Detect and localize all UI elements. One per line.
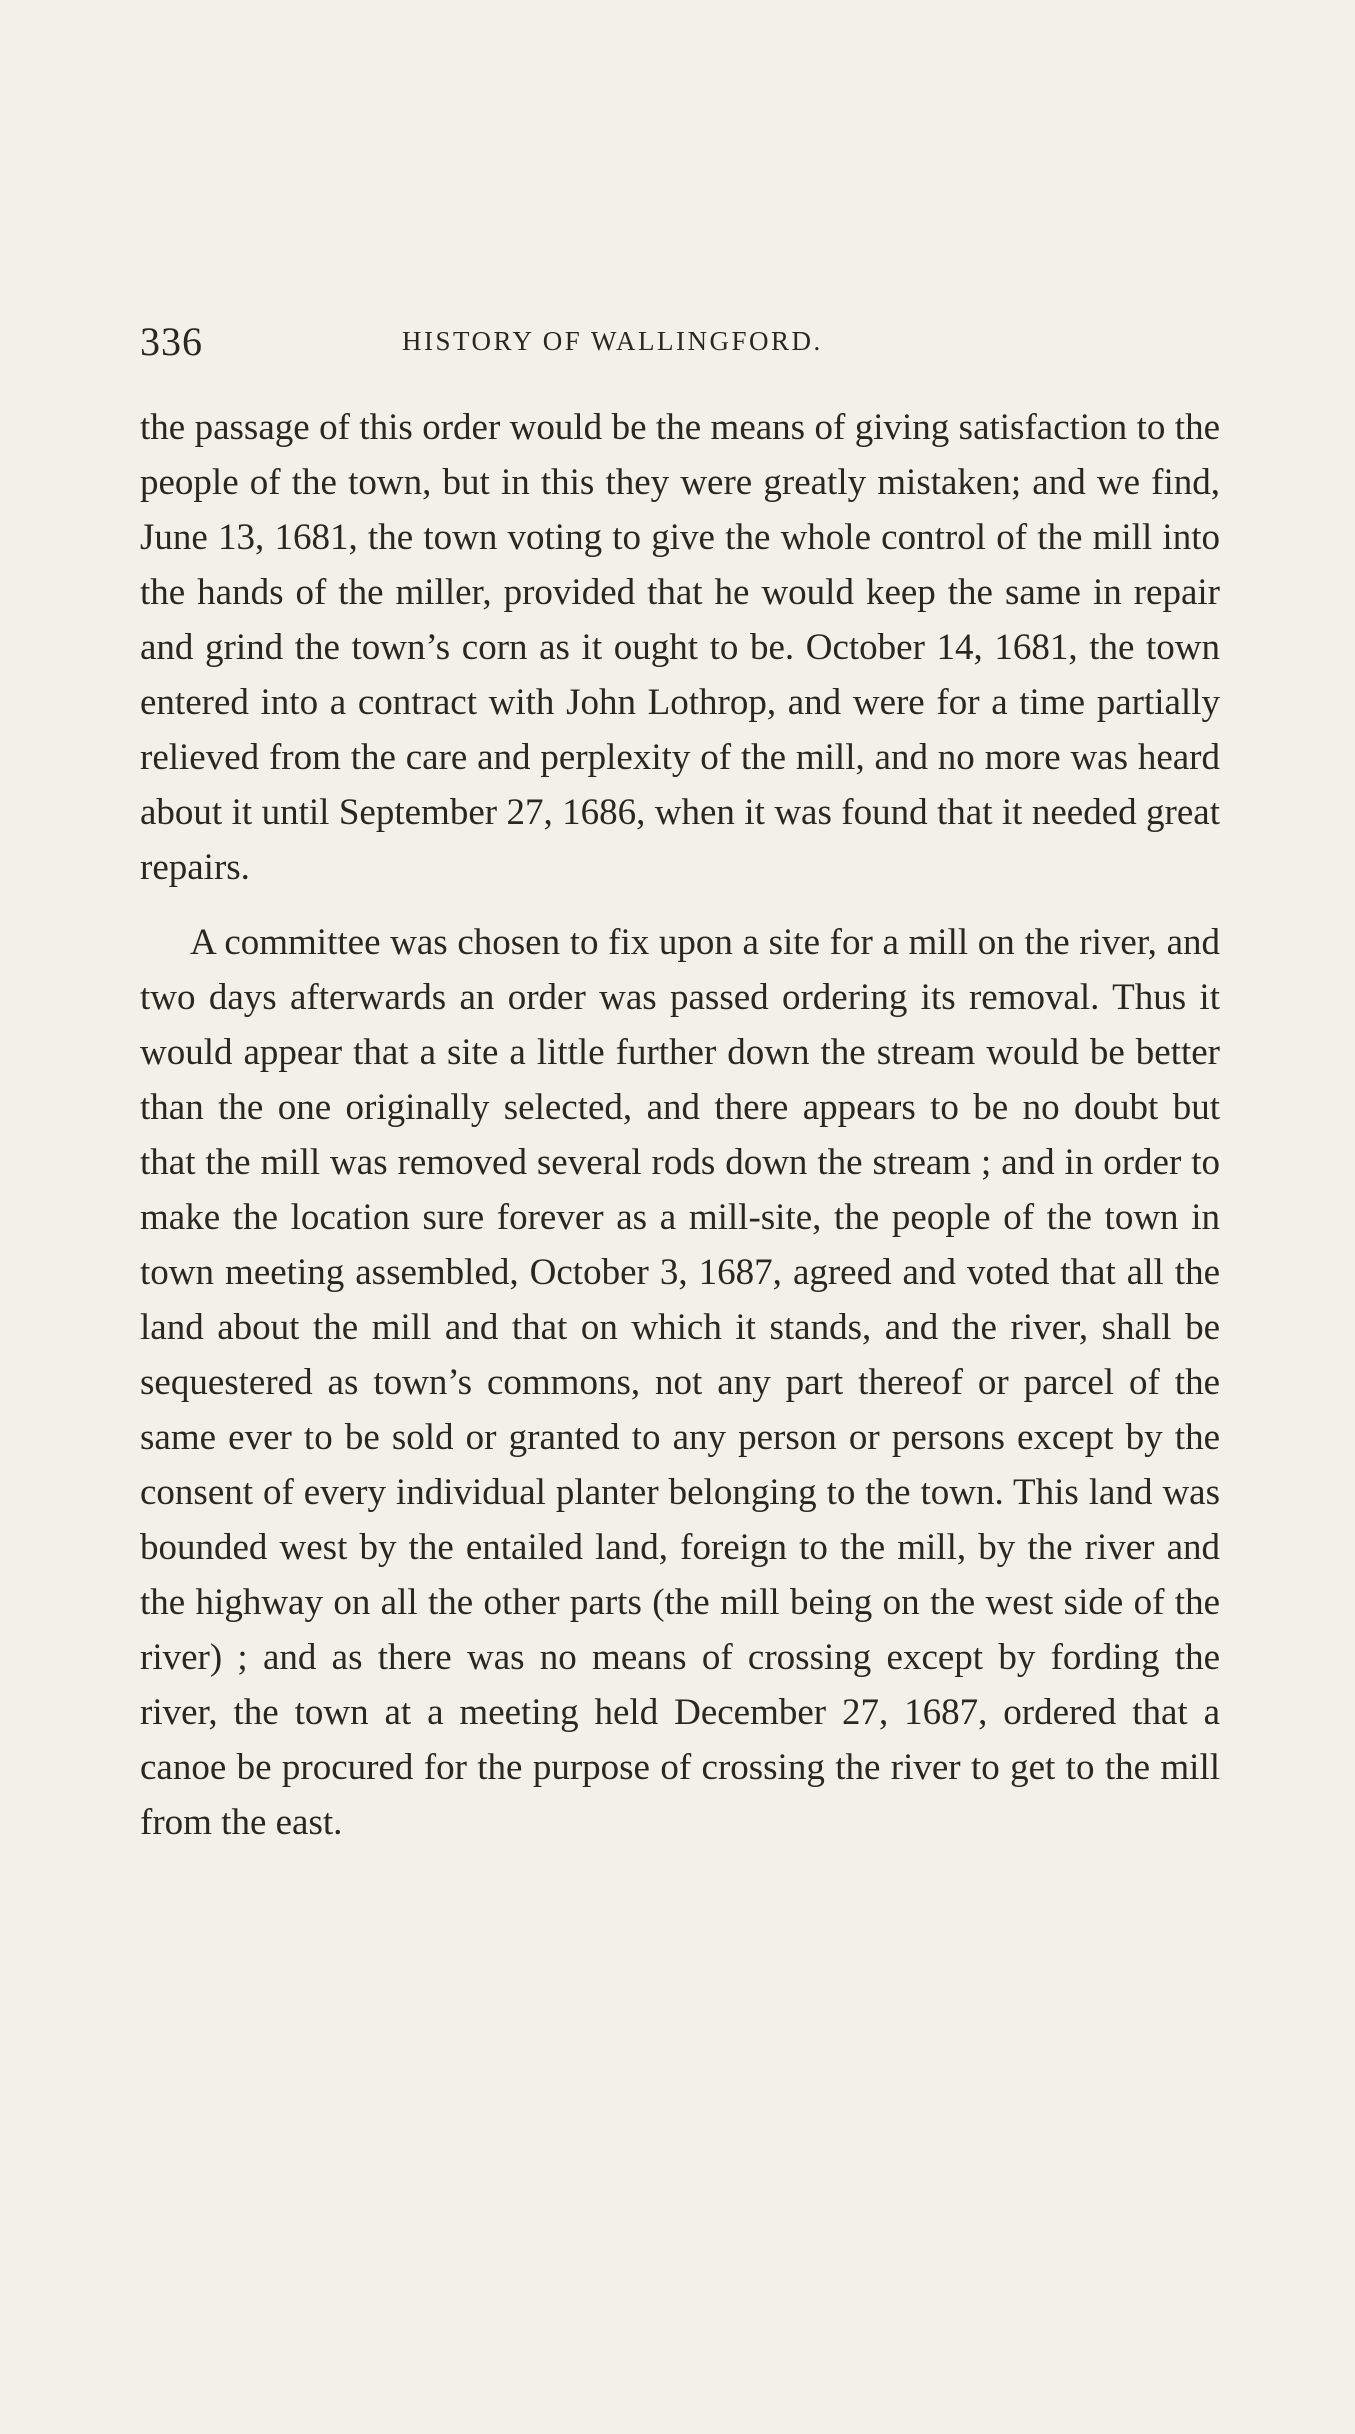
paragraph-1: the passage of this order would be the means of giving satisfaction to the people of the town, but in this they were greatly mistaken; and we find, June 13, 1681, the town voting to give the whole control of the mill into the hands of the miller, provided that he would keep the same in repair and grind the town’s corn as it ought to be. October 14, 1681, the town entered into a contract with John Lothrop, and were for a time partially relieved from the care and perplexity of the mill, and no more was heard about it until September 27, 1686, when it was found that it needed great repairs. xyxy=(140,407,1220,888)
running-title: HISTORY OF WALLINGFORD. xyxy=(402,326,823,356)
running-head xyxy=(140,318,1225,362)
page-number: 336 xyxy=(140,319,203,364)
paragraph-2: A committee was chosen to fix upon a site for a mill on the river, and two days afterwards an order was passed ordering its removal. Thus it would appear that a site a little further down the stream would be better than the one originally selected, and there appears to be no doubt but that the mill was removed several rods down the stream ; and in order to make the location sure forever as a mill-site, the people of the town in town meeting assembled, October 3, 1687, agreed and voted that all the land about the mill and that on which it stands, and the river, shall be sequestered as town’s commons, not any part thereof or parcel of the same ever to be sold or granted to any person or persons except by the consent of every individual planter belonging to the town. This land was bounded west by the entailed land, foreign to the mill, by the river and the highway on all the other parts (the mill being on the west side of the river) ; and as there was no means of crossing except by fording the river, the town at a meeting held December 27, 1687, ordered that a canoe be procured for the purpose of crossing the river to get to the mill from the east. xyxy=(140,922,1220,1843)
body-text xyxy=(140,400,1220,1850)
